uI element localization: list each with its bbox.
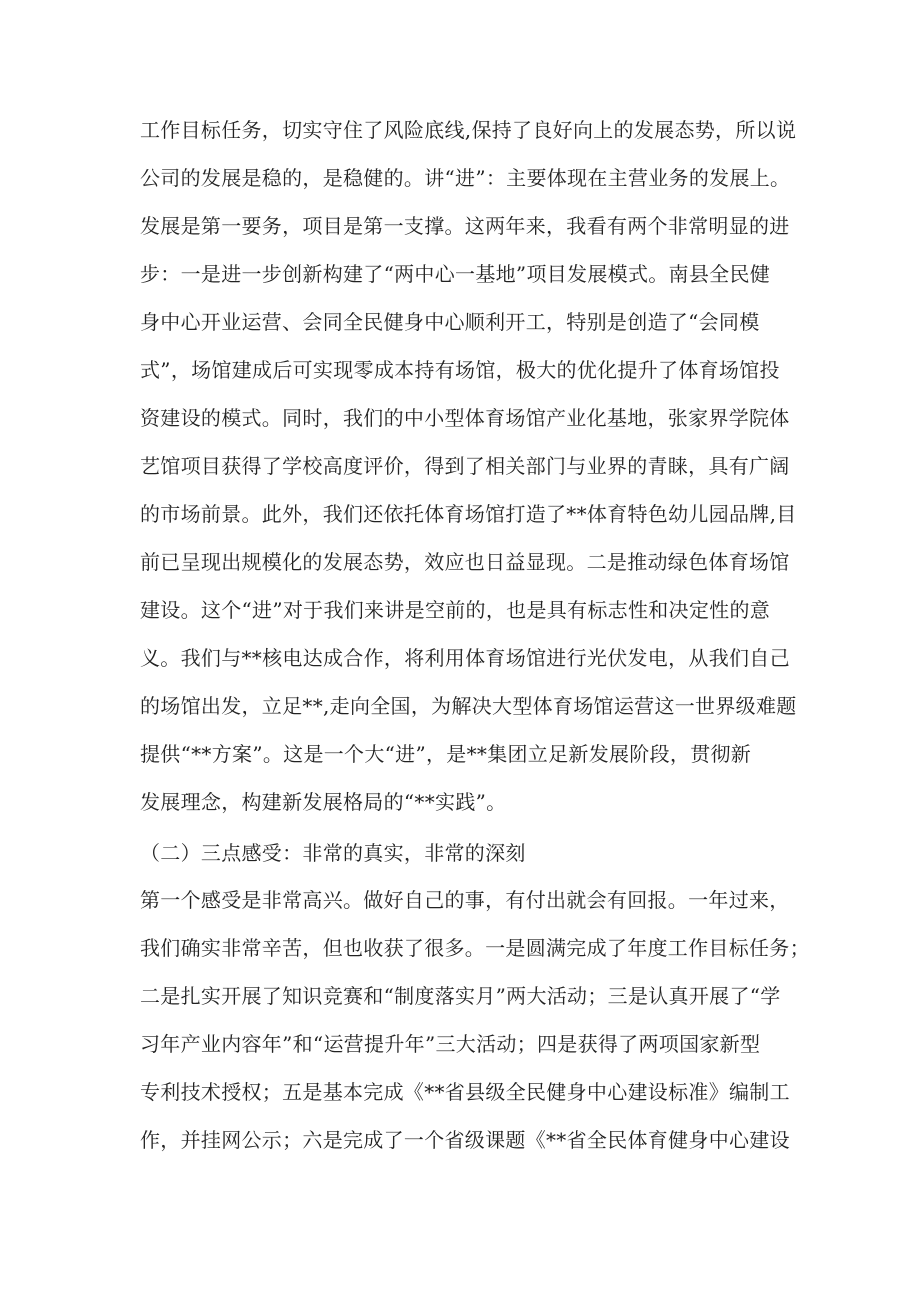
text-line: 习年产业内容年”和“运营提升年”三大活动；四是获得了两项国家新型 [140, 1032, 761, 1056]
text-line: 发展是第一要务，项目是第一支撑。这两年来，我看有两个非常明显的进 [140, 214, 790, 238]
text-line: 我们确实非常辛苦，但也收获了很多。一是圆满完成了年度工作目标任务； [140, 936, 810, 960]
text-line: 第一个感受是非常高兴。做好自己的事，有付出就会有回报。一年过来， [140, 888, 790, 912]
text-line: 资建设的模式。同时，我们的中小型体育场馆产业化基地，张家界学院体 [140, 406, 790, 430]
text-line: 义。我们与**核电达成合作，将利用体育场馆进行光伏发电，从我们自己 [140, 646, 790, 670]
section-heading: （二）三点感受：非常的真实，非常的深刻 [140, 841, 526, 865]
text-line: 二是扎实开展了知识竞赛和“制度落实月”两大活动；三是认真开展了“学 [140, 984, 781, 1008]
text-line: 提供“**方案”。这是一个大“进”，是**集团立足新发展阶段，贯彻新 [140, 742, 752, 766]
text-line: 艺馆项目获得了学校高度评价，得到了相关部门与业界的青睐，具有广阔 [140, 454, 790, 478]
text-line: 建设。这个“进”对于我们来讲是空前的，也是具有标志性和决定性的意 [140, 598, 771, 622]
text-line: 身中心开业运营、会同全民健身中心顺利开工，特别是创造了“会同模 [140, 310, 760, 334]
text-line: 公司的发展是稳的，是稳健的。讲“进”：主要体现在主营业务的发展上。 [140, 166, 791, 190]
text-line: 的市场前景。此外，我们还依托体育场馆打造了**体育特色幼儿园品牌,目 [140, 502, 797, 526]
text-line: 工作目标任务，切实守住了风险底线,保持了良好向上的发展态势，所以说 [140, 118, 797, 142]
text-line: 步：一是进一步创新构建了“两中心一基地”项目发展模式。南县全民健 [140, 262, 771, 286]
text-line: 的场馆出发，立足**,走向全国，为解决大型体育场馆运营这一世界级难题 [140, 694, 797, 718]
text-line: 发展理念，构建新发展格局的“**实践”。 [140, 790, 507, 814]
text-line: 前已呈现出规模化的发展态势，效应也日益显现。二是推动绿色体育场馆 [140, 550, 790, 574]
text-line: 作，并挂网公示；六是完成了一个省级课题《**省全民体育健身中心建设 [140, 1128, 790, 1152]
text-line: 专利技术授权；五是基本完成《**省县级全民健身中心建设标准》编制工 [140, 1080, 790, 1104]
text-line: 式”，场馆建成后可实现零成本持有场馆，极大的优化提升了体育场馆投 [140, 358, 780, 382]
